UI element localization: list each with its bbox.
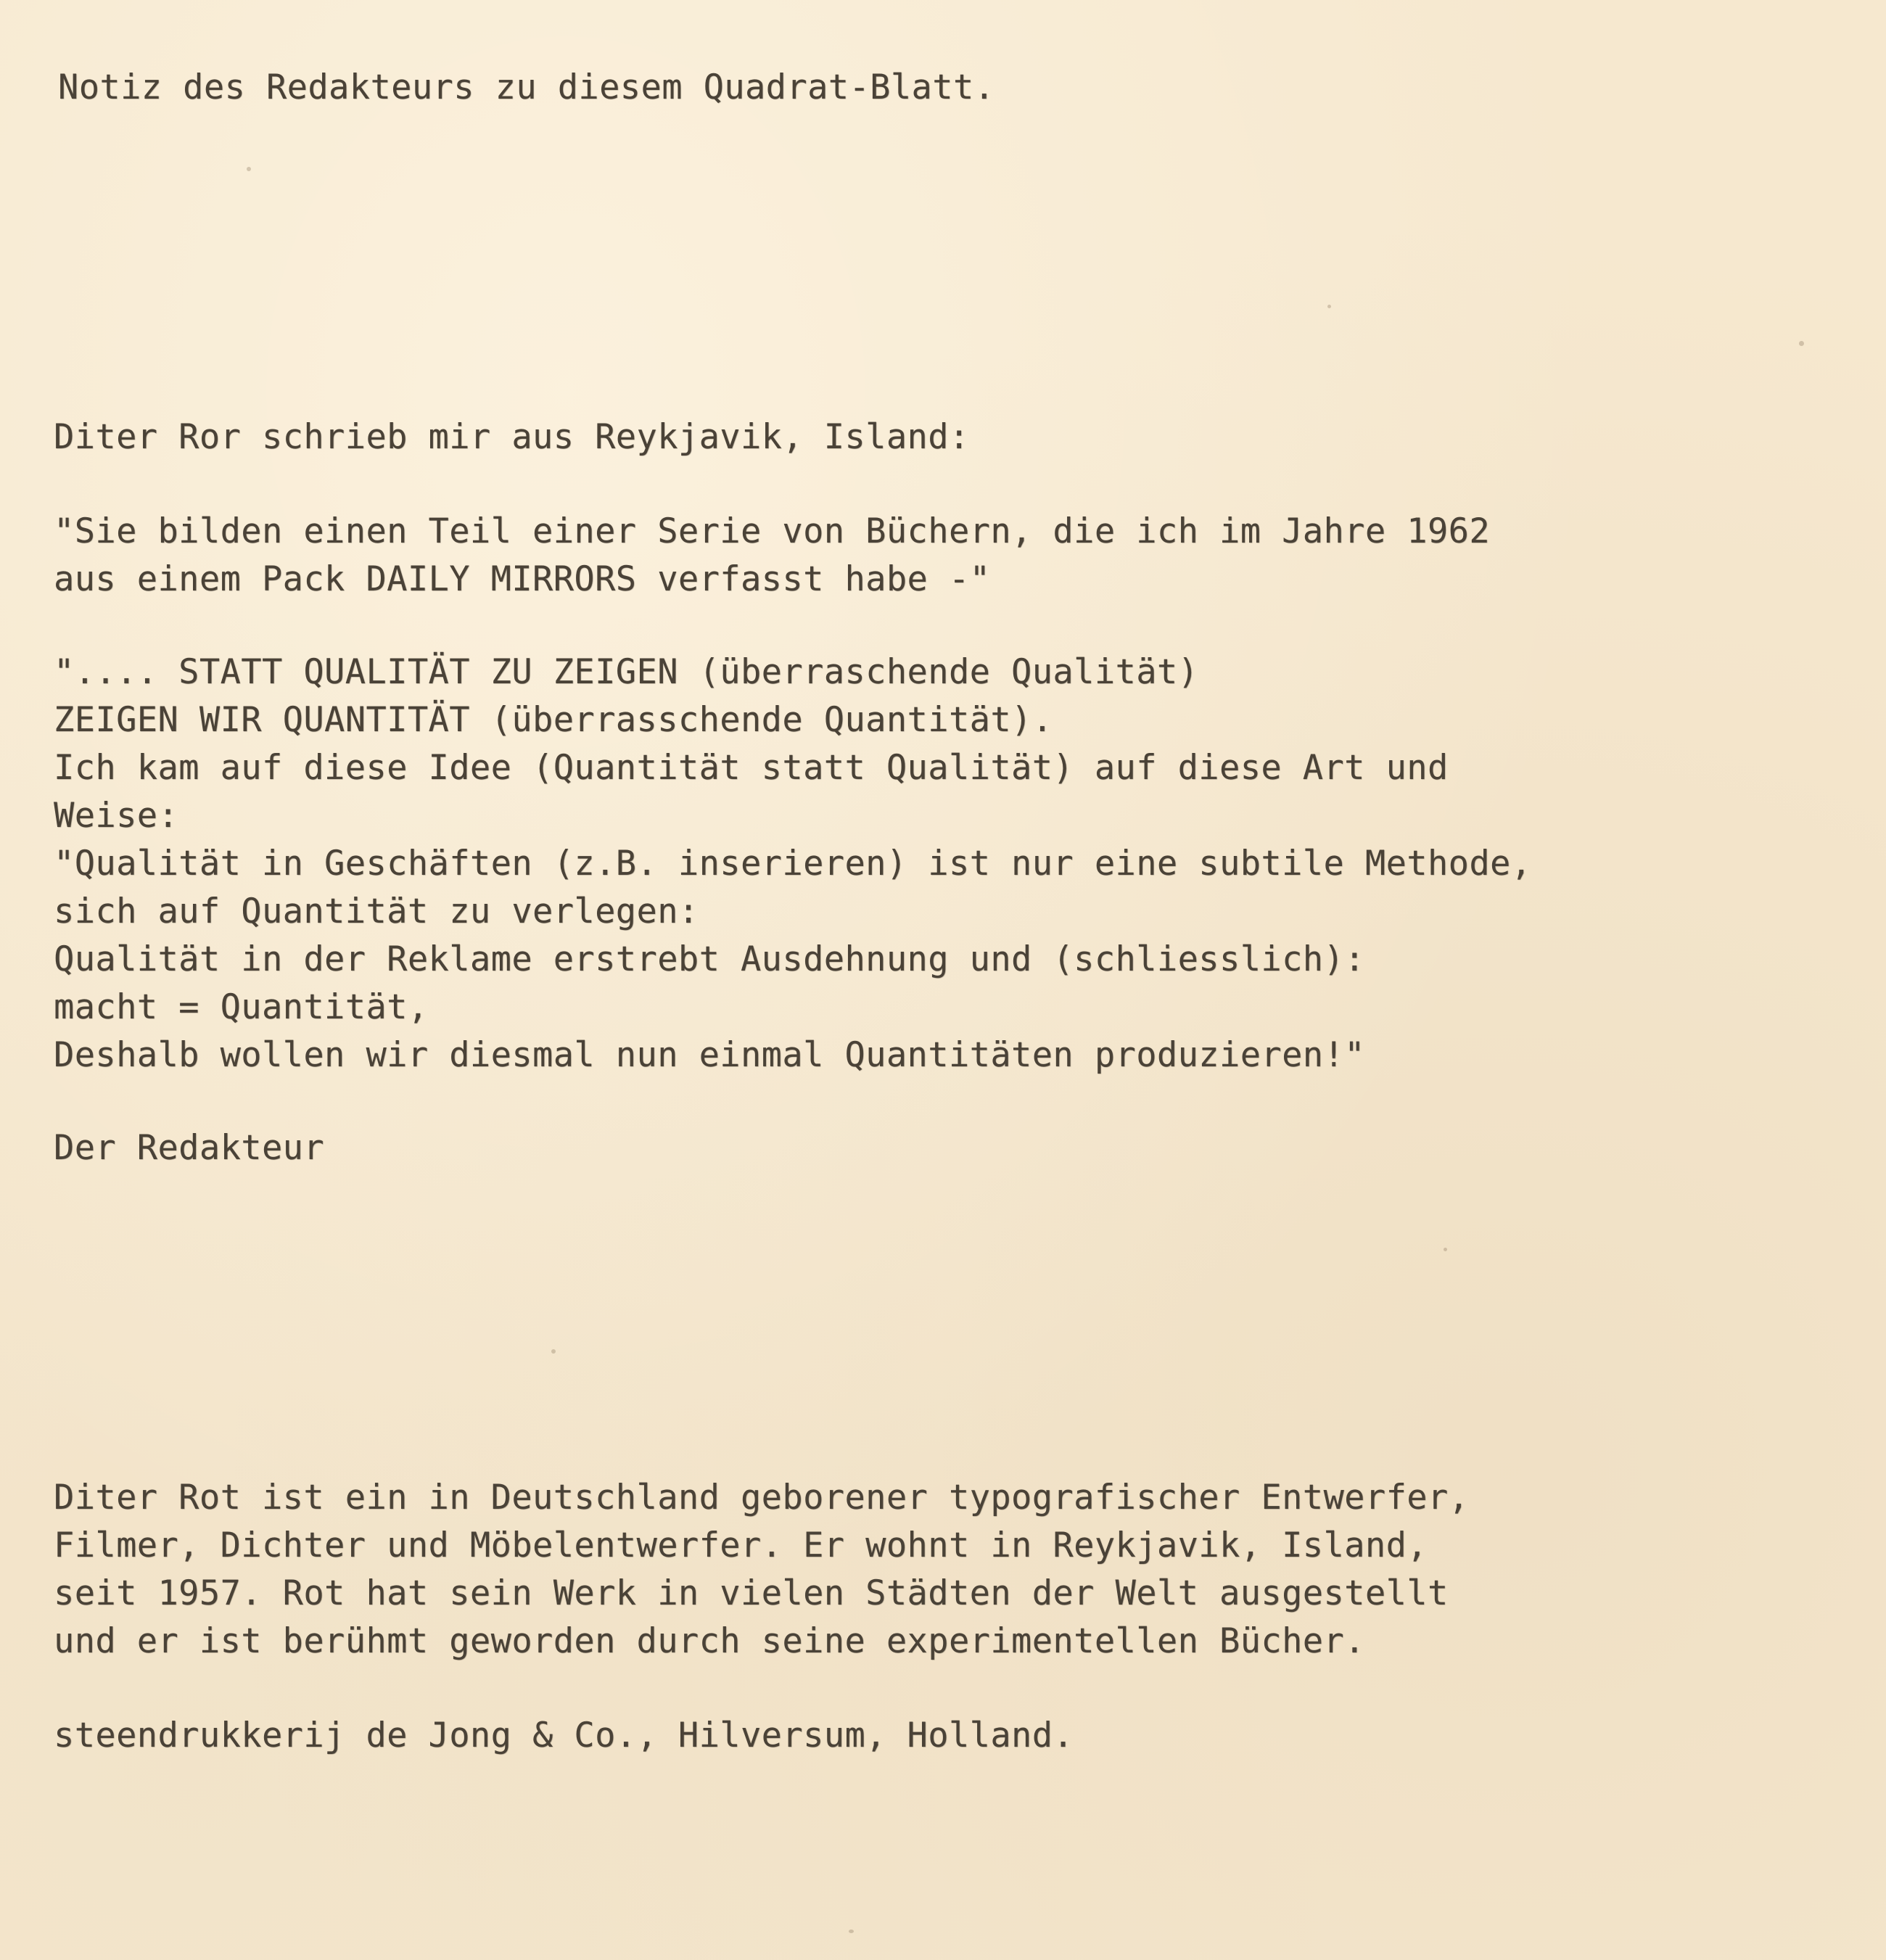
paper-speck xyxy=(1444,1248,1447,1251)
biography-line: seit 1957. Rot hat sein Werk in vielen Städten der Welt ausgestellt xyxy=(54,1573,1449,1613)
second-quote-line: Deshalb wollen wir diesmal nun einmal Quantitäten produzieren!" xyxy=(54,1035,1365,1075)
second-quote-line: Qualität in der Reklame erstrebt Ausdehnung und (schliesslich): xyxy=(54,939,1365,979)
paper-speck xyxy=(1799,341,1804,346)
paper-speck xyxy=(551,1349,556,1354)
biography-line: Diter Rot ist ein in Deutschland geborener typografischer Entwerfer, xyxy=(54,1478,1470,1518)
second-quote-line: sich auf Quantität zu verlegen: xyxy=(54,892,699,931)
second-quote-line: macht = Quantität, xyxy=(54,987,429,1027)
first-quote-line: aus einem Pack DAILY MIRRORS verfasst habe -" xyxy=(54,559,991,599)
second-quote-line: ".... STATT QUALITÄT ZU ZEIGEN (überraschende Qualität) xyxy=(54,652,1199,692)
paper-speck xyxy=(1327,305,1331,308)
second-quote-line: ZEIGEN WIR QUANTITÄT (überrasschende Quantität). xyxy=(54,700,1053,740)
paper-speck xyxy=(247,167,251,171)
second-quote-line: Weise: xyxy=(54,796,179,836)
biography-line: Filmer, Dichter und Möbelentwerfer. Er wohnt in Reykjavik, Island, xyxy=(54,1525,1428,1565)
second-quote-line: "Qualität in Geschäften (z.B. inserieren) ist nur eine subtile Methode, xyxy=(54,844,1532,884)
paper-speck xyxy=(849,1930,854,1933)
editor-signature: Der Redakteur xyxy=(54,1128,325,1168)
editor-note-heading: Notiz des Redakteurs zu diesem Quadrat-Blatt. xyxy=(58,67,995,107)
biography-line: und er ist berühmt geworden durch seine experimentellen Bücher. xyxy=(54,1621,1365,1661)
printer-imprint: steendrukkerij de Jong & Co., Hilversum, Holland. xyxy=(54,1716,1074,1755)
first-quote-line: "Sie bilden einen Teil einer Serie von Büchern, die ich im Jahre 1962 xyxy=(54,511,1491,551)
second-quote-line: Ich kam auf diese Idee (Quantität statt Qualität) auf diese Art und xyxy=(54,748,1449,788)
editor-note-intro: Diter Ror schrieb mir aus Reykjavik, Island: xyxy=(54,417,970,457)
